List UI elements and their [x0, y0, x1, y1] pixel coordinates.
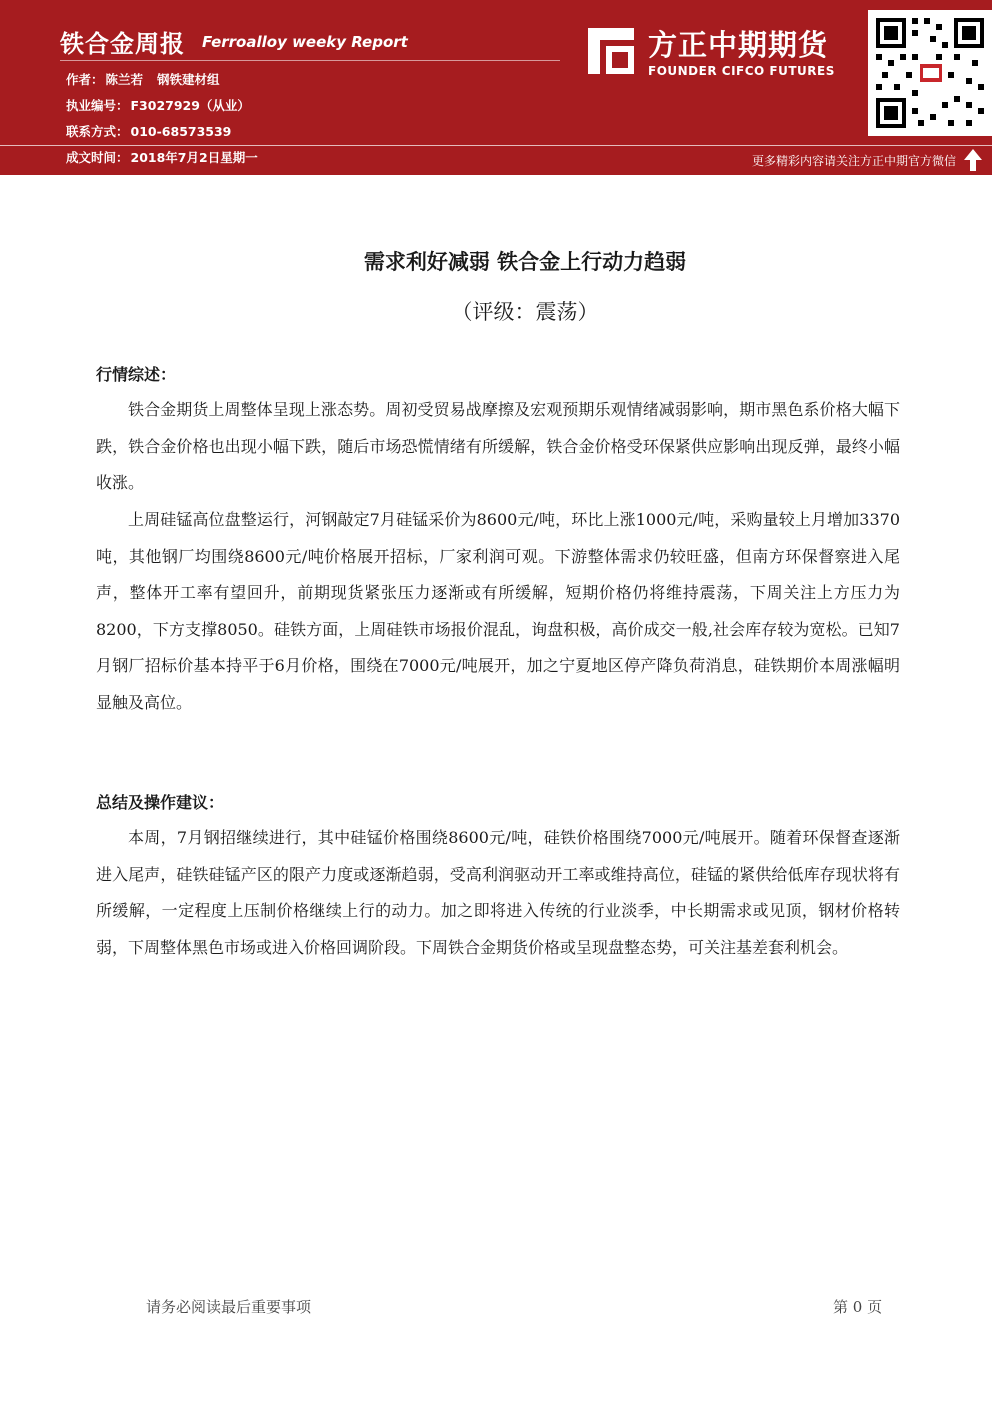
license-line [66, 96, 250, 114]
author-line [66, 70, 220, 88]
document-rating: （评级：震荡） [451, 300, 599, 324]
document-title: 需求利好减弱 铁合金上行动力趋弱 [363, 250, 687, 274]
paragraph-market-details: 上周硅锰高位盘整运行，河钢敲定7月硅锰采价为8600元/吨，环比上涨1000元/吨，采购量较上月增加3370吨，其他钢厂均围绕8600元/吨价格展开招标，厂家利润可观。下游整体需求仍较旺盛，但南方环保督察进入尾声，整体开工率有望回升，前期现货紧张压力逐渐或有所缓解，短期价格仍将维持震荡，下周关注上方压力为8200，下方支撑8050。硅铁方面，上周硅铁市场报价混乱，询盘积极，高价成交一般,社会库存较为宽松。已知7月钢厂招标价基本持平于6月价格，围绕在7000元/吨展开，加之宁夏地区停产降负荷消息，硅铁期价本周涨幅明显触及高位。 [96, 510, 900, 712]
author-name: 陈兰若 [105, 72, 144, 87]
follow-wechat-text[interactable]: 更多精彩内容请关注方正中期官方微信 [751, 154, 956, 168]
date-label: 成文时间： [66, 150, 129, 165]
brand-name-cn: 方正中期期货 [648, 28, 829, 62]
paragraph-summary: 本周，7月钢招继续进行，其中硅锰价格围绕8600元/吨，硅铁价格围绕7000元/吨展开。随着环保督查逐渐进入尾声，硅铁硅锰产区的限产力度或逐渐趋弱，受高利润驱动开工率或维持高位，硅锰的紧供给低库存现状将有所缓解，一定程度上压制价格继续上行的动力。加之即将进入传统的行业淡季，中长期需求或见顶，钢材价格转弱，下周整体黑色市场或进入价格回调阶段。下周铁合金期货价格或呈现盘整态势，可关注基差套利机会。 [96, 828, 900, 957]
up-arrow-icon [962, 148, 984, 172]
author-group: 钢铁建材组 [157, 72, 220, 87]
page-number: 第 0 页 [833, 1298, 883, 1316]
date-value: 2018年7月2日星期一 [130, 150, 258, 165]
author-label: 作者： [66, 72, 104, 87]
footer-notice: 请务必阅读最后重要事项 [146, 1298, 312, 1316]
header-banner [0, 0, 992, 175]
founder-logo-icon [586, 26, 636, 76]
report-subtitle: Ferroalloy weeky Report [202, 33, 408, 51]
qr-code-icon[interactable] [868, 10, 992, 136]
brand-name-en: FOUNDER CIFCO FUTURES [648, 64, 835, 78]
report-title: 铁合金周报 [60, 30, 185, 58]
section-heading-market-review: 行情综述： [96, 365, 177, 384]
section-heading-summary: 总结及操作建议： [96, 793, 225, 812]
license-label: 执业编号： [66, 98, 129, 113]
paragraph-market-overview: 铁合金期货上周整体呈现上涨态势。周初受贸易战摩擦及宏观预期乐观情绪减弱影响，期市黑色系价格大幅下跌，铁合金价格也出现小幅下跌，随后市场恐慌情绪有所缓解，铁合金价格受环保紧供应影响出现反弹，最终小幅收涨。 [96, 400, 900, 492]
contact-label: 联系方式： [66, 124, 129, 139]
contact-value: 010-68573539 [130, 124, 232, 139]
date-line [66, 148, 258, 166]
header-divider [60, 60, 560, 61]
header-bottom-divider [0, 145, 992, 146]
contact-line [66, 122, 231, 140]
license-value: F3027929（从业） [130, 98, 250, 113]
